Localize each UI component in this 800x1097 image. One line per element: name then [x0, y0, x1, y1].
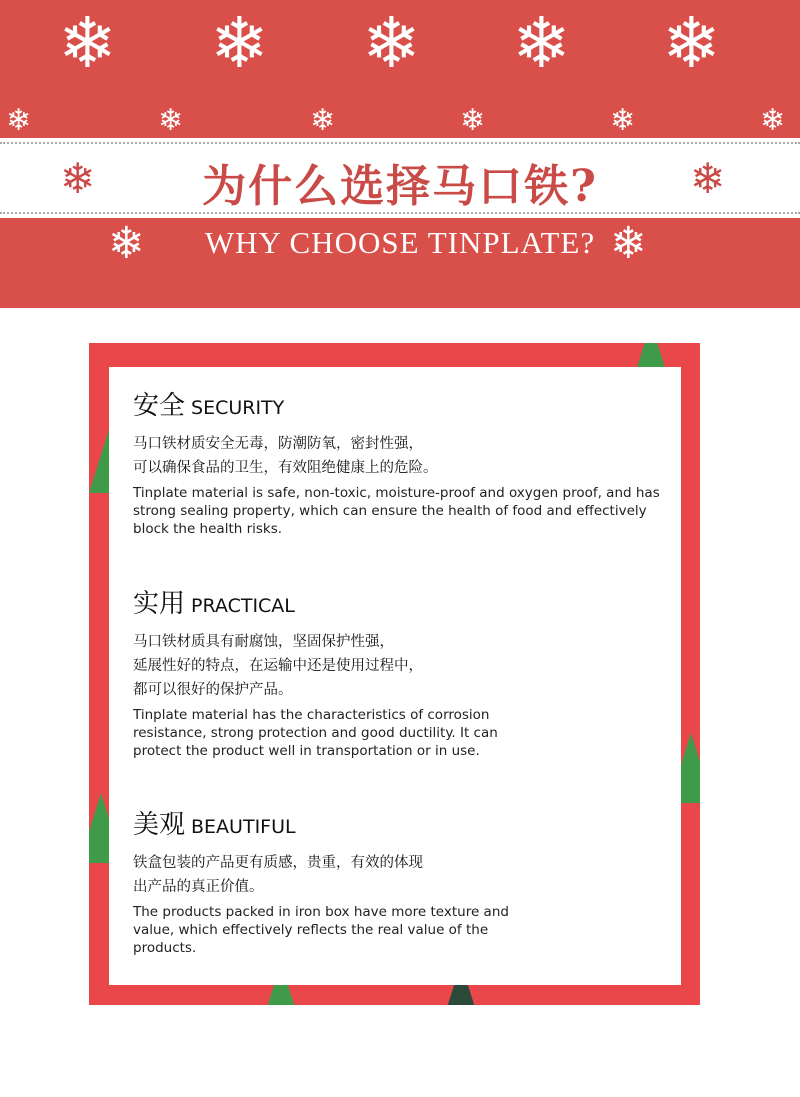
snowflake-icon: ❄ — [610, 103, 636, 138]
description-en: Tinplate material is safe, non-toxic, moisture-proof and oxygen proof, and has strong sealing property, which can ensure the health of food and effectively block the health risks. — [133, 485, 660, 537]
description-cn: 都可以很好的保护产品。 — [133, 682, 293, 698]
snowflake-icon: ❄ — [610, 218, 647, 269]
description-en: Tinplate material has the characteristics of corrosion resistance, strong protection and good ductility. It can protect the product well in transportation or in use. — [133, 707, 498, 759]
description-cn: 可以确保食品的卫生，有效阻绝健康上的危险。 — [133, 460, 438, 476]
title-chinese: 为什么选择马口铁? — [202, 161, 598, 212]
snowflake-icon: ❄ — [60, 154, 96, 203]
section-practical — [133, 583, 663, 760]
snowflake-icon: ❄ — [512, 2, 571, 84]
snowflake-icon: ❄ — [310, 103, 336, 138]
section-title — [133, 583, 663, 620]
title-english: WHY CHOOSE TINPLATE? — [204, 225, 596, 260]
description-cn: 马口铁材质具有耐腐蚀，坚固保护性强， — [133, 634, 394, 650]
section-security — [133, 385, 663, 538]
section-title — [133, 804, 663, 841]
title-en: SECURITY — [191, 397, 285, 419]
title-cn: 实用 — [133, 589, 186, 619]
snowflake-icon: ❄ — [210, 2, 269, 84]
snowflake-icon: ❄ — [690, 154, 726, 203]
snowflake-icon: ❄ — [158, 103, 184, 138]
snowflake-icon: ❄ — [108, 218, 145, 269]
section-beautiful — [133, 804, 663, 957]
description-cn: 铁盒包装的产品更有质感，贵重，有效的体现 — [133, 855, 423, 871]
header-banner — [0, 0, 800, 308]
snowflake-icon: ❄ — [460, 103, 486, 138]
title-cn: 安全 — [133, 391, 186, 421]
description-en: The products packed in iron box have more texture and value, which effectively reflects the real value of the products. — [133, 904, 509, 956]
content-card — [109, 367, 681, 985]
snowflake-icon: ❄ — [662, 2, 721, 84]
snowflake-icon: ❄ — [6, 103, 32, 138]
title-en: BEAUTIFUL — [191, 816, 296, 838]
snowflake-icon: ❄ — [760, 103, 786, 138]
description-cn: 延展性好的特点，在运输中还是使用过程中， — [133, 658, 423, 674]
section-title — [133, 385, 663, 422]
title-en: PRACTICAL — [191, 595, 295, 617]
title-cn: 美观 — [133, 810, 186, 840]
description-cn: 马口铁材质安全无毒，防潮防氧，密封性强， — [133, 436, 423, 452]
snowflake-icon: ❄ — [362, 2, 421, 84]
snowflake-icon: ❄ — [58, 2, 117, 84]
description-cn: 出产品的真正价值。 — [133, 879, 264, 895]
